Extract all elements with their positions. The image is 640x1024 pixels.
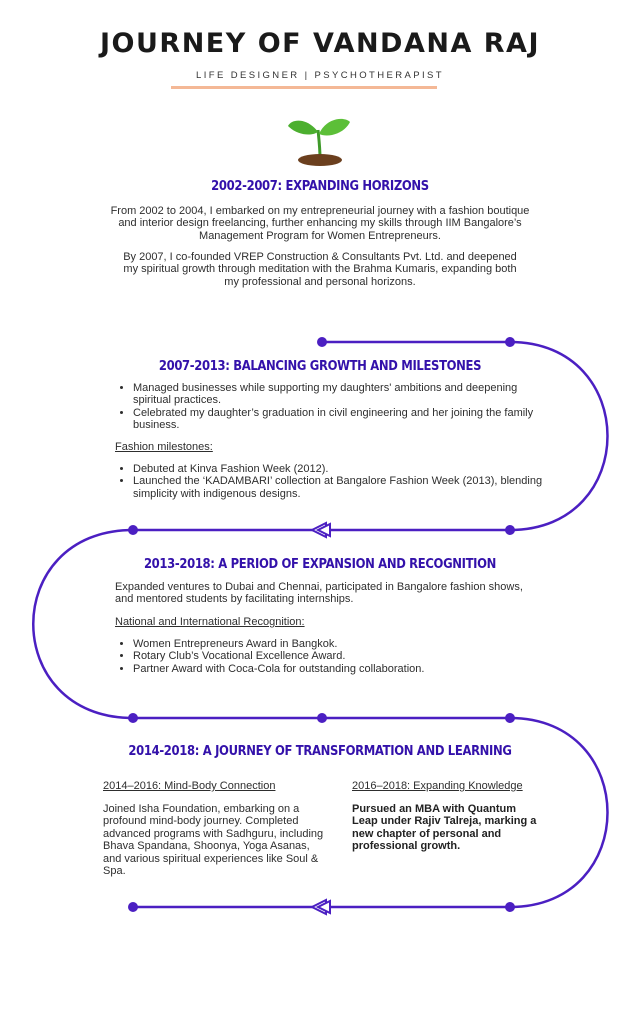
- page-subtitle: LIFE DESIGNER | PSYCHOTHERAPIST: [196, 70, 444, 81]
- section-heading-2007-2013: 2007-2013: BALANCING GROWTH AND MILESTONES: [158, 358, 482, 374]
- timeline-node: [317, 337, 327, 347]
- list-item: • Managed businesses while supporting my daughters' ambitions and deepening spiritual practices.: [133, 382, 553, 407]
- timeline-node: [317, 713, 327, 723]
- section-heading-2002-2007: 2002-2007: EXPANDING HORIZONS: [211, 178, 429, 194]
- section3-paragraph: Expanded ventures to Dubai and Chennai, participated in Bangalore fashion shows, and mentored students by facilitating internships.: [115, 581, 523, 606]
- direction-arrow-icon: [312, 523, 330, 537]
- mind-body-text: Joined Isha Foundation, embarking on a profound mind-body journey. Completed advanced programs with Sadhguru, including Bhava Spandana, Shoonya, Yoga Asanas, and various spiritual experiences like Soul & Spa.: [103, 803, 324, 878]
- section3-awards-list: [115, 638, 553, 675]
- timeline-node: [128, 713, 138, 723]
- list-item: • Partner Award with Coca-Cola for outstanding collaboration.: [133, 663, 553, 675]
- list-item: • Debuted at Kinva Fashion Week (2012).: [133, 463, 553, 475]
- mind-body-label: 2014–2016: Mind-Body Connection: [103, 780, 276, 792]
- section2-bullet-list: [115, 382, 553, 432]
- list-item: • Launched the ‘KADAMBARI’ collection at Bangalore Fashion Week (2013), blending simplicity with indigenous designs.: [133, 475, 553, 500]
- direction-arrow-icon: [312, 900, 330, 914]
- timeline-node: [505, 902, 515, 912]
- list-item: • Rotary Club’s Vocational Excellence Award.: [133, 650, 553, 662]
- recognition-label: National and International Recognition:: [115, 616, 305, 628]
- timeline-node: [505, 525, 515, 535]
- list-item: • Celebrated my daughter’s graduation in civil engineering and her joining the family business.: [133, 407, 553, 432]
- list-item: • Women Entrepreneurs Award in Bangkok.: [133, 638, 553, 650]
- timeline-node: [128, 902, 138, 912]
- expanding-knowledge-label: 2016–2018: Expanding Knowledge: [352, 780, 523, 792]
- fashion-milestones-label: Fashion milestones:: [115, 441, 213, 453]
- timeline-node: [505, 713, 515, 723]
- timeline-node: [505, 337, 515, 347]
- section1-paragraph-2: By 2007, I co-founded VREP Construction & Consultants Pvt. Ltd. and deepened my spiritual growth through meditation with the Brahma Kumaris, expanding both my professional and personal horizons.: [123, 251, 517, 288]
- timeline-node: [128, 525, 138, 535]
- page-title: JOURNEY OF VANDANA RAJ: [100, 28, 540, 59]
- section-heading-2014-2018: 2014-2018: A JOURNEY OF TRANSFORMATION AND LEARNING: [128, 743, 512, 759]
- section2-milestone-list: [115, 463, 553, 500]
- expanding-knowledge-text: Pursued an MBA with Quantum Leap under Rajiv Talreja, marking a new chapter of personal and professional growth.: [352, 803, 537, 853]
- section-heading-2013-2018: 2013-2018: A PERIOD OF EXPANSION AND RECOGNITION: [143, 556, 497, 572]
- section1-paragraph-1: From 2002 to 2004, I embarked on my entrepreneurial journey with a fashion boutique and interior design freelancing, further enhancing my skills through IIM Bangalore’s Management Program for Women Entrepreneurs.: [110, 205, 530, 242]
